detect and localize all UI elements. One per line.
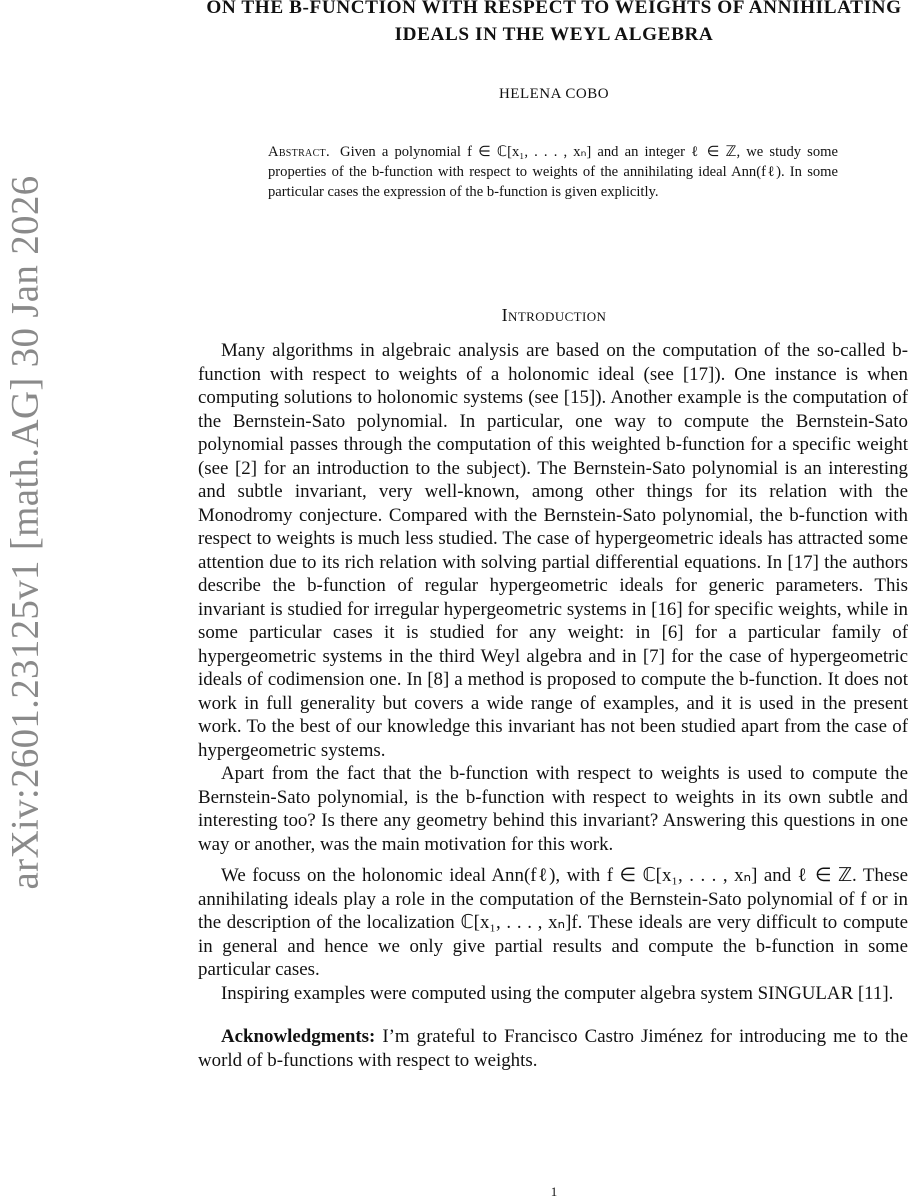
acknowledgments-paragraph bbox=[198, 1025, 908, 1072]
paragraph: Many algorithms in algebraic analysis are based on the computation of the so-called b-function with respect to weights of a holonomic ideal (see [17]). One instance is when computing solutions to holonomic systems (see [15]). Another example is the computation of the Bernstein-Sato polynomial. In particular, one way to compute the Bernstein-Sato polynomial passes through the computation of this weighted b-function for a specific weight (see [2] for an introduction to the subject). The Bernstein-Sato polynomial is an interesting and subtle invariant, very well-known, among other things for its relation with the Monodromy conjecture. Compared with the Bernstein-Sato polynomial, the b-function with respect to weights is much less studied. The case of hypergeometric ideals has attracted some attention due to its rich relation with solving partial differential equations. In [17] the authors describe the b-function of regular hypergeometric ideals for generic parameters. This invariant is studied for irregular hypergeometric systems in [16] for specific weights, while in some particular cases it is studied for any weight: in [6] for a particular family of hypergeometric systems in the third Weyl algebra and in [7] for the case of hypergeometric ideals of codimension one. In [8] a method is proposed to compute the b-function. It does not work in full generality but covers a wide range of examples, and it is used in the present work. To the best of our knowledge this invariant has not been studied apart from the case of hypergeometric systems. bbox=[198, 340, 908, 761]
acknowledgments-text: I’m grateful to Francisco Castro Jiménez for introducing me to the world of b-functions with respect to weights. bbox=[198, 1026, 908, 1071]
paper-title: ON THE B-FUNCTION WITH RESPECT TO WEIGHTS OF ANNIHILATING IDEALS IN THE WEYL ALGEBRA bbox=[206, 0, 902, 45]
page-number: 1 bbox=[550, 1184, 558, 1199]
abstract-text: Given a polynomial f ∈ ℂ[x₁, . . . , xₙ] and an integer ℓ ∈ ℤ, we study some properties of the b-function with respect to weights of the annihilating ideal Ann(fℓ). In some particular cases the expression of the b-function is given explicitly. bbox=[268, 144, 838, 200]
arxiv-identifier-text: arXiv:2601.23125v1 [math.AG] 30 Jan 2026 bbox=[3, 175, 47, 889]
acknowledgments-label: Acknowledgments: bbox=[221, 1026, 376, 1047]
author-name: HELENA COBO bbox=[498, 86, 610, 102]
paragraph: We focuss on the holonomic ideal Ann(fℓ), with f ∈ ℂ[x₁, . . . , xₙ] and ℓ ∈ ℤ. These annihilating ideals play a role in the computation of the Bernstein-Sato polynomial of f or in the description of the localization ℂ[x₁, . . . , xₙ]f. These ideals are very difficult to compute in general and hence we only give partial results and compute the b-function in some particular cases. bbox=[198, 865, 908, 980]
abstract bbox=[268, 142, 838, 202]
arxiv-identifier-stamp bbox=[2, 162, 48, 902]
abstract-label: Abstract. bbox=[268, 144, 330, 160]
introduction-body bbox=[198, 339, 908, 1072]
section-heading-introduction: Introduction bbox=[501, 305, 607, 325]
paragraph: Inspiring examples were computed using the computer algebra system SINGULAR [11]. bbox=[221, 982, 894, 1004]
paragraph: Apart from the fact that the b-function with respect to weights is used to compute the Bernstein-Sato polynomial, is the b-function with respect to weights in its own subtle and interesting too? Is there any geometry behind this invariant? Answering this questions in one way or another, was the main motivation for this work. bbox=[198, 763, 908, 855]
